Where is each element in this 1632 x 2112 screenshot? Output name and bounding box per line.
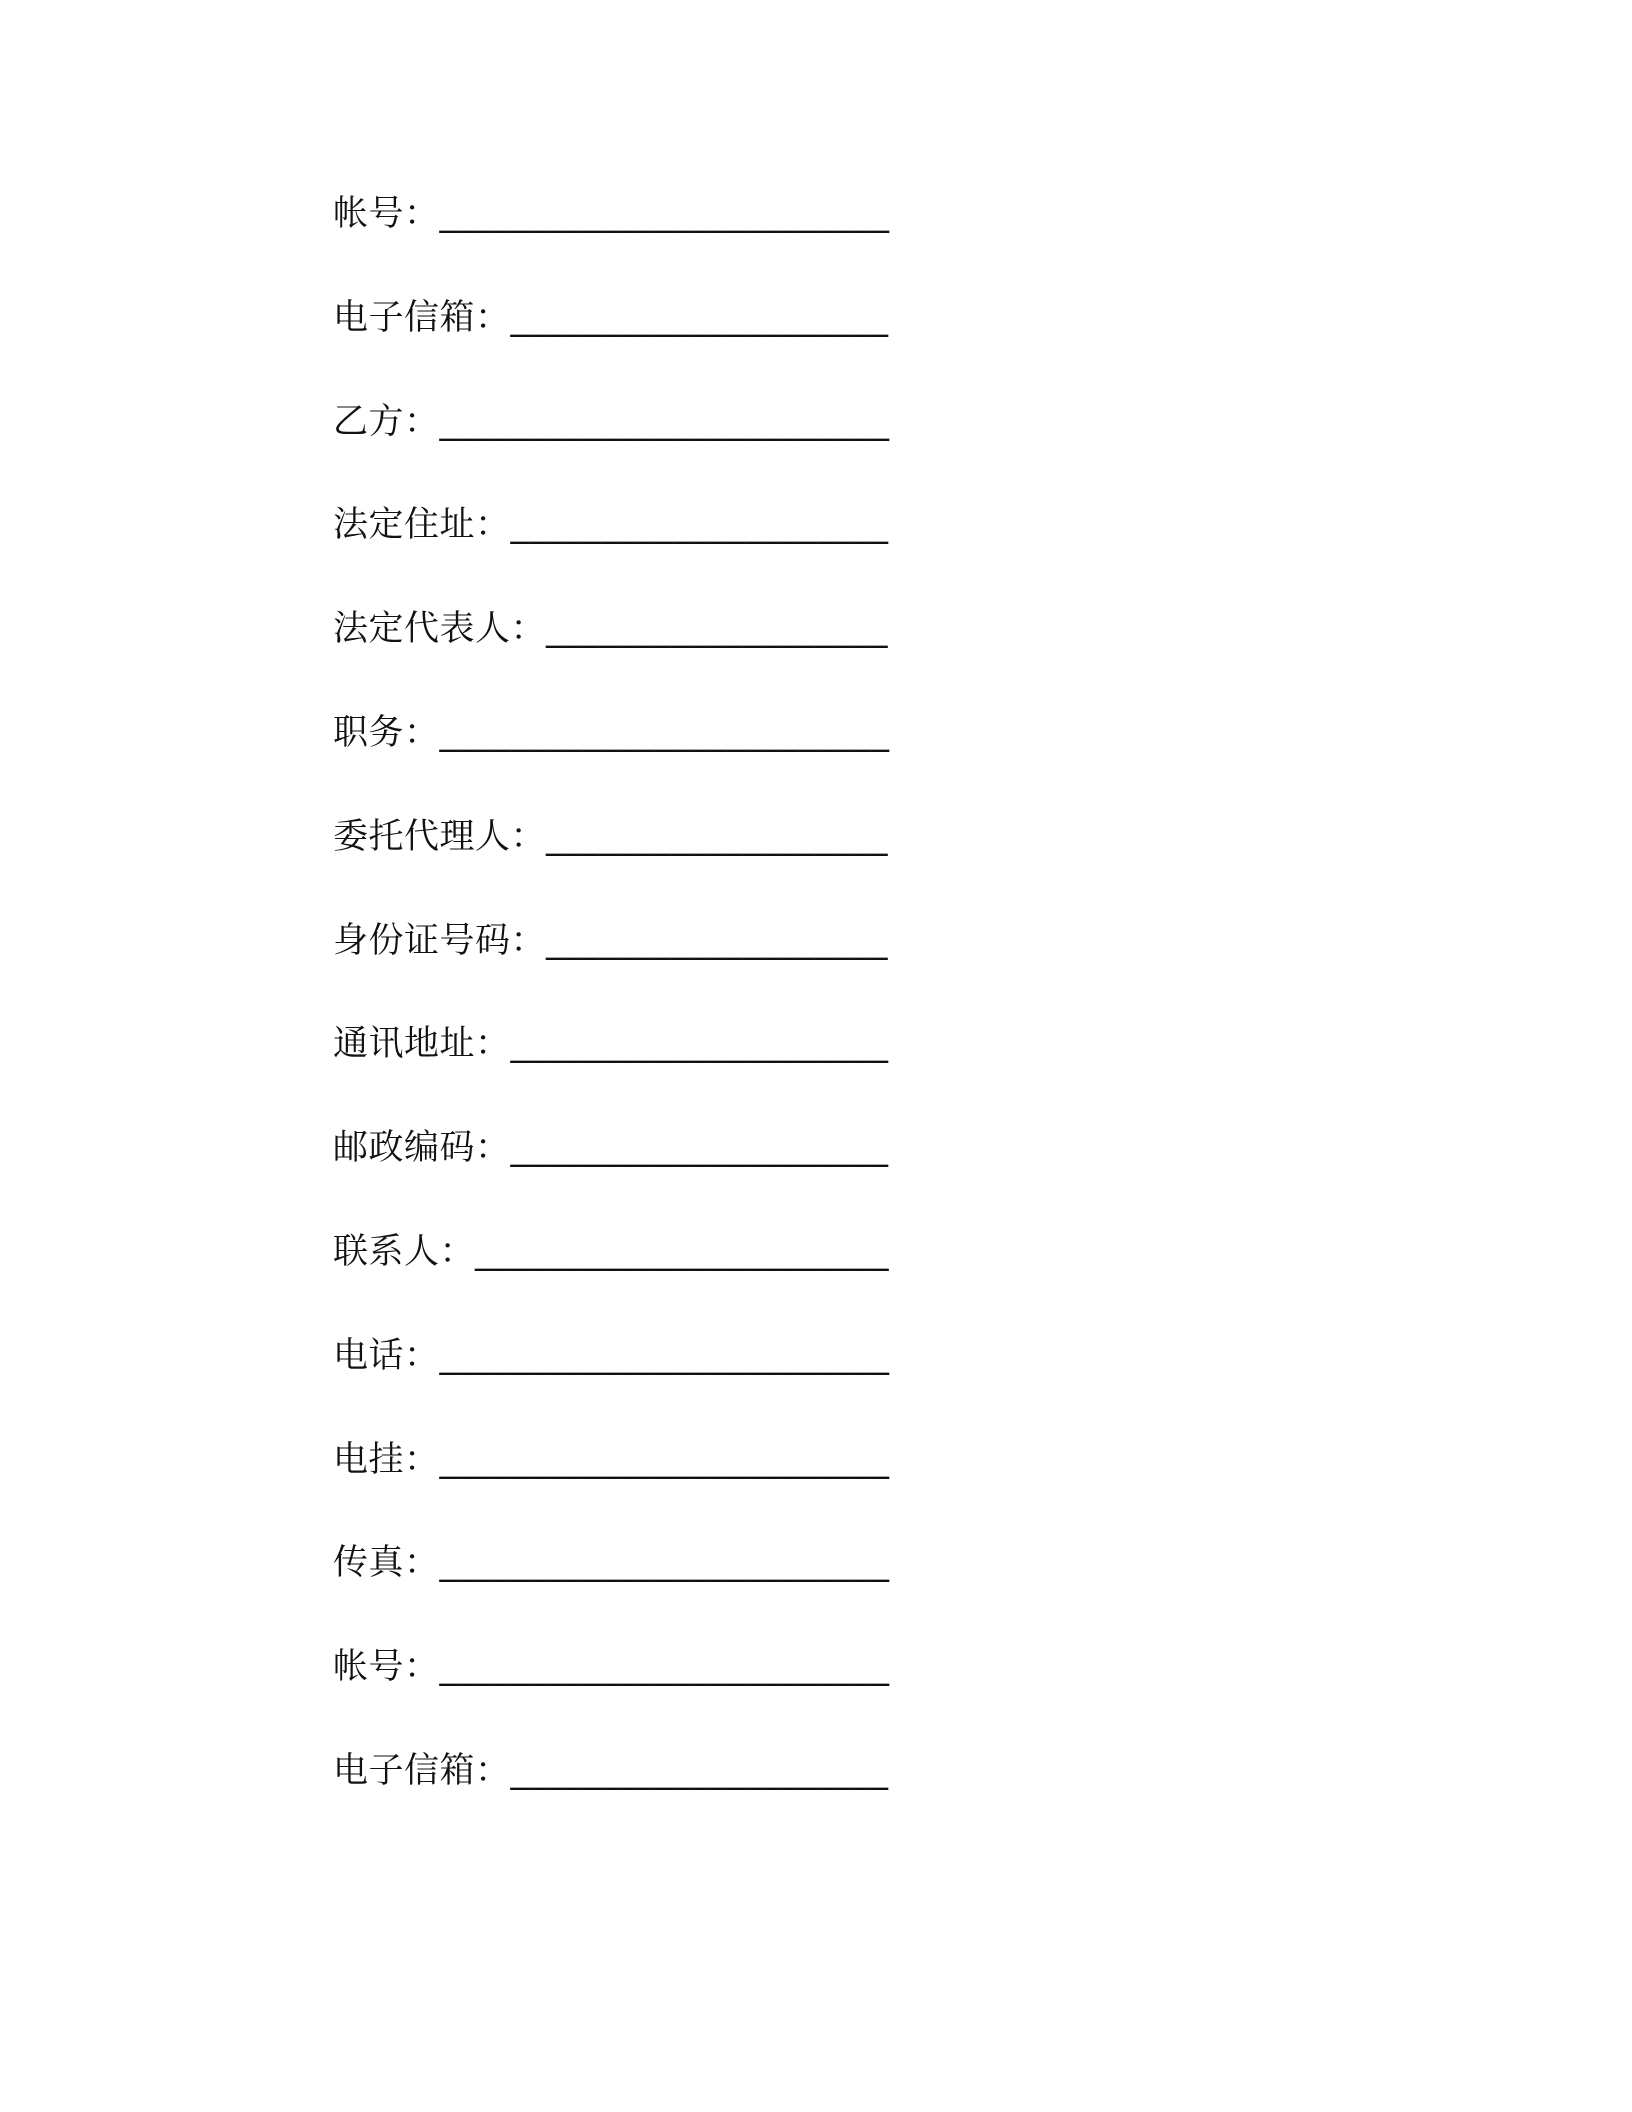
field-contact-person-text: 联系人：_______________________: [333, 1231, 890, 1272]
field-phone: [333, 1330, 1133, 1434]
field-party-b-text: 乙方：_________________________: [333, 401, 890, 442]
field-authorized-agent: [333, 811, 1133, 915]
field-mailing-address: [333, 1018, 1133, 1122]
field-account-1-text: 帐号：_________________________: [333, 194, 890, 234]
form-field-list: [333, 188, 1133, 1849]
field-account-1: [333, 188, 1133, 292]
field-account-2: [333, 1641, 1133, 1745]
field-authorized-agent-text: 委托代理人：___________________: [333, 816, 889, 857]
field-fax: [333, 1537, 1133, 1641]
field-id-number-text: 身份证号码：___________________: [333, 920, 889, 961]
field-contact-person: [333, 1226, 1133, 1330]
field-email-2-text: 电子信箱：_____________________: [333, 1750, 889, 1791]
field-email-1: [333, 292, 1133, 396]
field-legal-address: [333, 499, 1133, 603]
field-mailing-address-text: 通讯地址：_____________________: [333, 1024, 889, 1065]
field-legal-representative: [333, 603, 1133, 707]
field-email-1-text: 电子信箱：_____________________: [333, 297, 889, 338]
field-account-2-text: 帐号：_________________________: [333, 1647, 890, 1688]
field-position: [333, 707, 1133, 811]
field-party-b: [333, 396, 1133, 500]
field-telegraph: [333, 1434, 1133, 1538]
field-position-text: 职务：_________________________: [333, 712, 890, 753]
field-postal-code: [333, 1122, 1133, 1226]
field-email-2: [333, 1745, 1133, 1849]
field-fax-text: 传真：_________________________: [333, 1543, 890, 1584]
field-phone-text: 电话：_________________________: [333, 1335, 890, 1376]
field-postal-code-text: 邮政编码：_____________________: [333, 1128, 889, 1169]
field-legal-address-text: 法定住址：_____________________: [333, 505, 889, 546]
field-telegraph-text: 电挂：_________________________: [333, 1439, 890, 1480]
field-legal-representative-text: 法定代表人：___________________: [333, 609, 889, 650]
field-id-number: [333, 915, 1133, 1019]
